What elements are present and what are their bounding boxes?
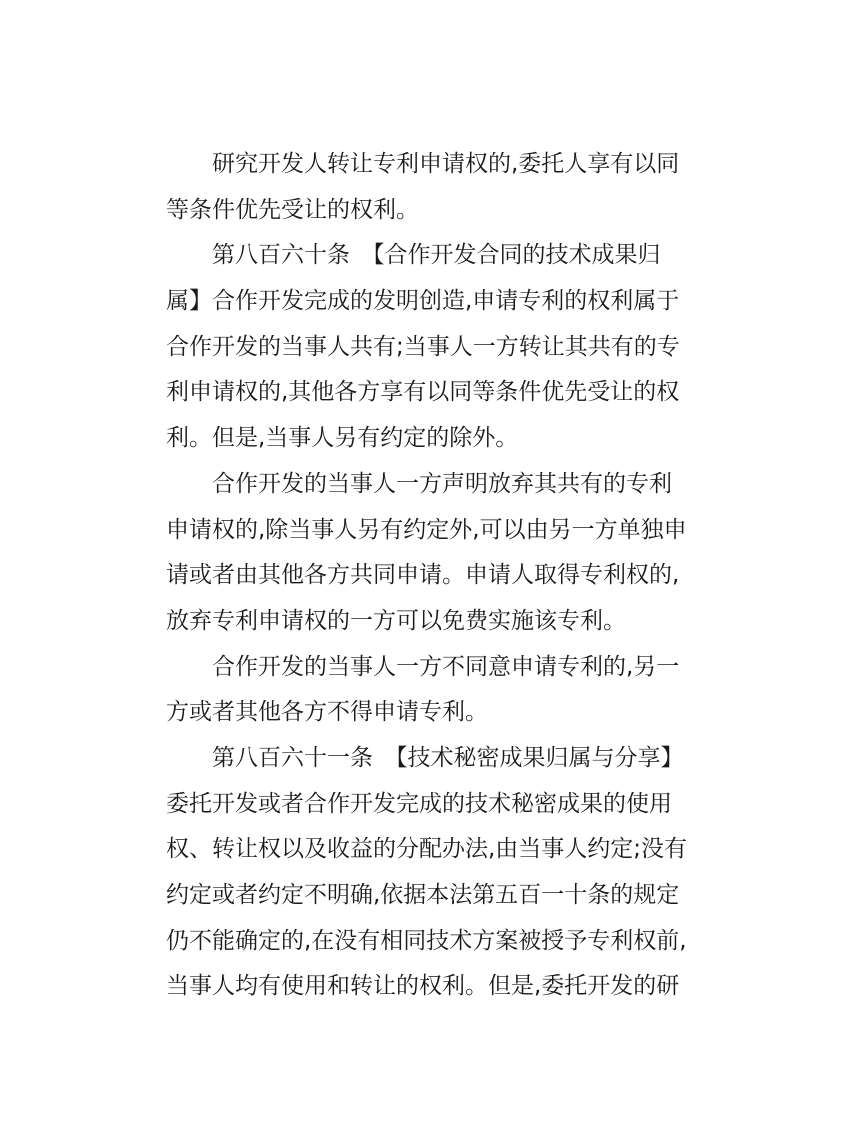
- text-line: 等条件优先受让的权利。: [166, 196, 419, 223]
- text-line: 请或者由其他各方共同申请。申请人取得专利权的,: [166, 562, 680, 589]
- text-line: 合作开发的当事人一方不同意申请专利的,另一: [212, 653, 680, 680]
- text-line: 合作开发的当事人共有;当事人一方转让其共有的专: [166, 333, 680, 360]
- text-line: 放弃专利申请权的一方可以免费实施该专利。: [166, 607, 626, 634]
- article-heading-860: 第八百六十条 【合作开发合同的技术成果归: [212, 242, 661, 269]
- text-line: 方或者其他各方不得申请专利。: [166, 699, 488, 726]
- text-line: 权、转让权以及收益的分配办法,由当事人约定;没有: [166, 836, 688, 863]
- text-line: 属】合作开发完成的发明创造,申请专利的权利属于: [166, 288, 680, 315]
- text-line: 研究开发人转让专利申请权的,委托人享有以同: [212, 151, 680, 177]
- text-line: 当事人均有使用和转让的权利。但是,委托开发的研: [166, 973, 680, 1000]
- text-line: 委托开发或者合作开发完成的技术秘密成果的使用: [166, 790, 672, 817]
- text-line: 约定或者约定不明确,依据本法第五百一十条的规定: [166, 882, 680, 908]
- text-line: 申请权的,除当事人另有约定外,可以由另一方单独申: [166, 516, 687, 543]
- text-line: 仍不能确定的,在没有相同技术方案被授予专利权前,: [166, 927, 687, 954]
- text-line: 利申请权的,其他各方享有以同等条件优先受让的权: [166, 379, 680, 406]
- article-heading-861: 第八百六十一条 【技术秘密成果归属与分享】: [212, 744, 684, 771]
- text-line: 合作开发的当事人一方声明放弃其共有的专利: [212, 470, 672, 497]
- text-line: 利。但是,当事人另有约定的除外。: [166, 425, 519, 452]
- document-body: [166, 142, 726, 1010]
